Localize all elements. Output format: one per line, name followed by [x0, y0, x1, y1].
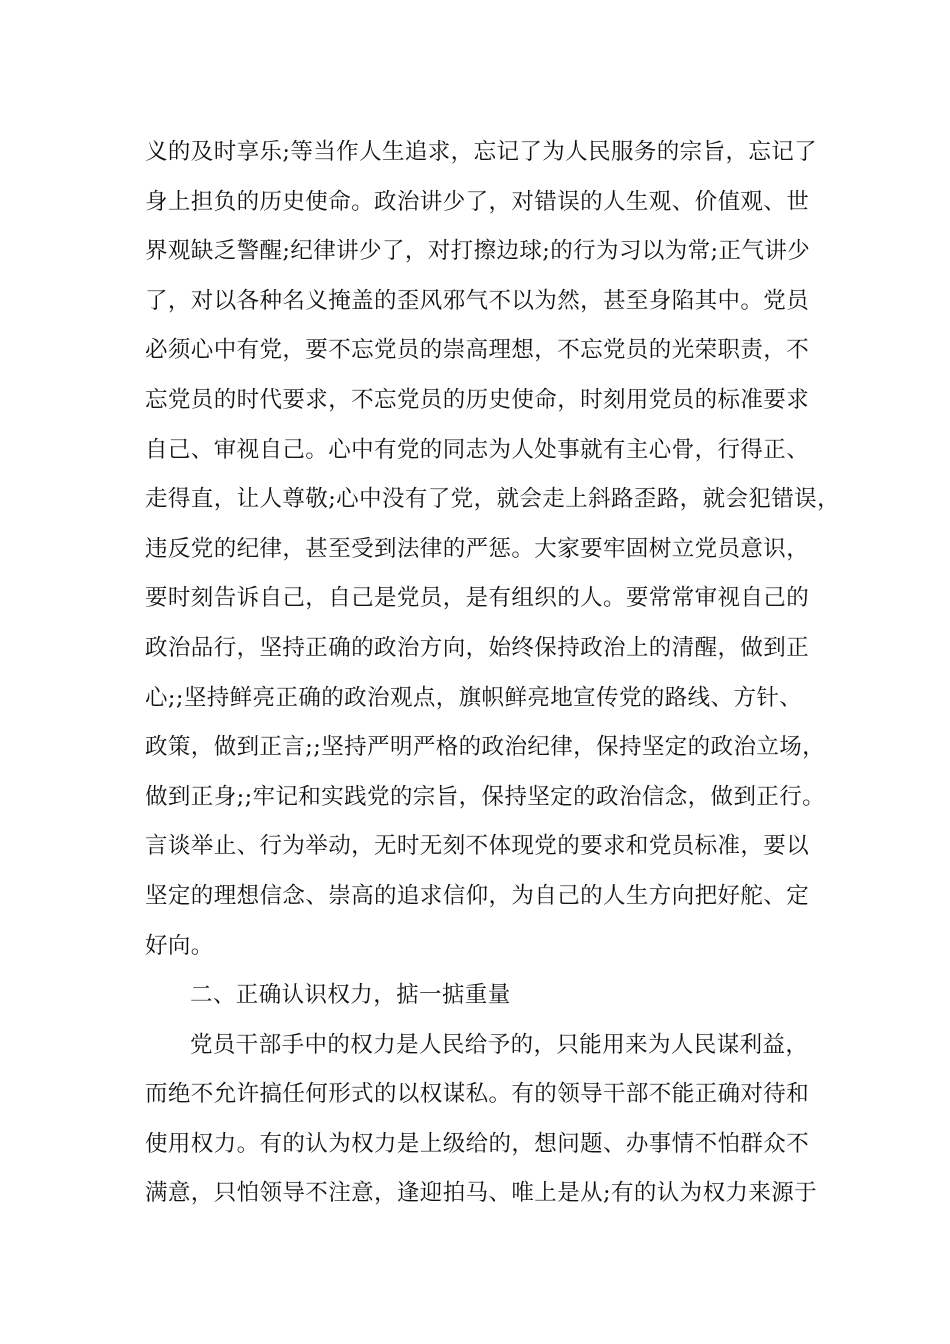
- text-line: 身上担负的历史使命。政治讲少了，对错误的人生观、价值观、世: [145, 188, 810, 215]
- text-line: 要时刻告诉自己，自己是党员，是有组织的人。要常常审视自己的: [145, 585, 810, 612]
- body-text: [145, 128, 840, 1219]
- text-line: 政策，做到正言;;坚持严明严格的政治纪律，保持坚定的政治立场，: [145, 734, 826, 761]
- text-line: 违反党的纪律，甚至受到法律的严惩。大家要牢固树立党员意识，: [145, 535, 810, 562]
- text-line: 而绝不允许搞任何形式的以权谋私。有的领导干部不能正确对待和: [145, 1081, 810, 1108]
- text-line: 走得直，让人尊敬;心中没有了党，就会走上斜路歪路，就会犯错误，: [145, 486, 840, 513]
- text-line: 政治品行，坚持正确的政治方向，始终保持政治上的清醒，做到正: [145, 634, 810, 661]
- text-line: 坚定的理想信念、崇高的追求信仰，为自己的人生方向把好舵、定: [145, 882, 810, 909]
- text-line: 使用权力。有的认为权力是上级给的，想问题、办事情不怕群众不: [145, 1130, 810, 1157]
- text-line: 言谈举止、行为举动，无时无刻不体现党的要求和党员标准，要以: [145, 833, 810, 860]
- text-line: 做到正身;;牢记和实践党的宗旨，保持坚定的政治信念，做到正行。: [145, 783, 826, 810]
- text-line: 必须心中有党，要不忘党员的崇高理想，不忘党员的光荣职责，不: [145, 337, 810, 364]
- text-line: 了，对以各种名义掩盖的歪风邪气不以为然，甚至身陷其中。党员: [145, 287, 810, 314]
- text-line: 忘党员的时代要求，不忘党员的历史使命，时刻用党员的标准要求: [145, 386, 810, 413]
- text-line: 党员干部手中的权力是人民给予的，只能用来为人民谋利益，: [190, 1031, 809, 1058]
- text-line: 心;;坚持鲜亮正确的政治观点，旗帜鲜亮地宣传党的路线、方针、: [145, 684, 803, 711]
- text-line: 界观缺乏警醒;纪律讲少了，对打擦边球;的行为习以为常;正气讲少: [145, 238, 811, 265]
- text-line: 自己、审视自己。心中有党的同志为人处事就有主心骨，行得正、: [145, 436, 810, 463]
- text-line: 满意，只怕领导不注意，逢迎拍马、唯上是从;有的认为权力来源于: [145, 1180, 818, 1207]
- text-line: 义的及时享乐;等当作人生追求，忘记了为人民服务的宗旨，忘记了: [145, 139, 818, 165]
- section-heading: 二、正确认识权力，掂一掂重量: [190, 982, 511, 1009]
- text-line: 好向。: [145, 932, 214, 959]
